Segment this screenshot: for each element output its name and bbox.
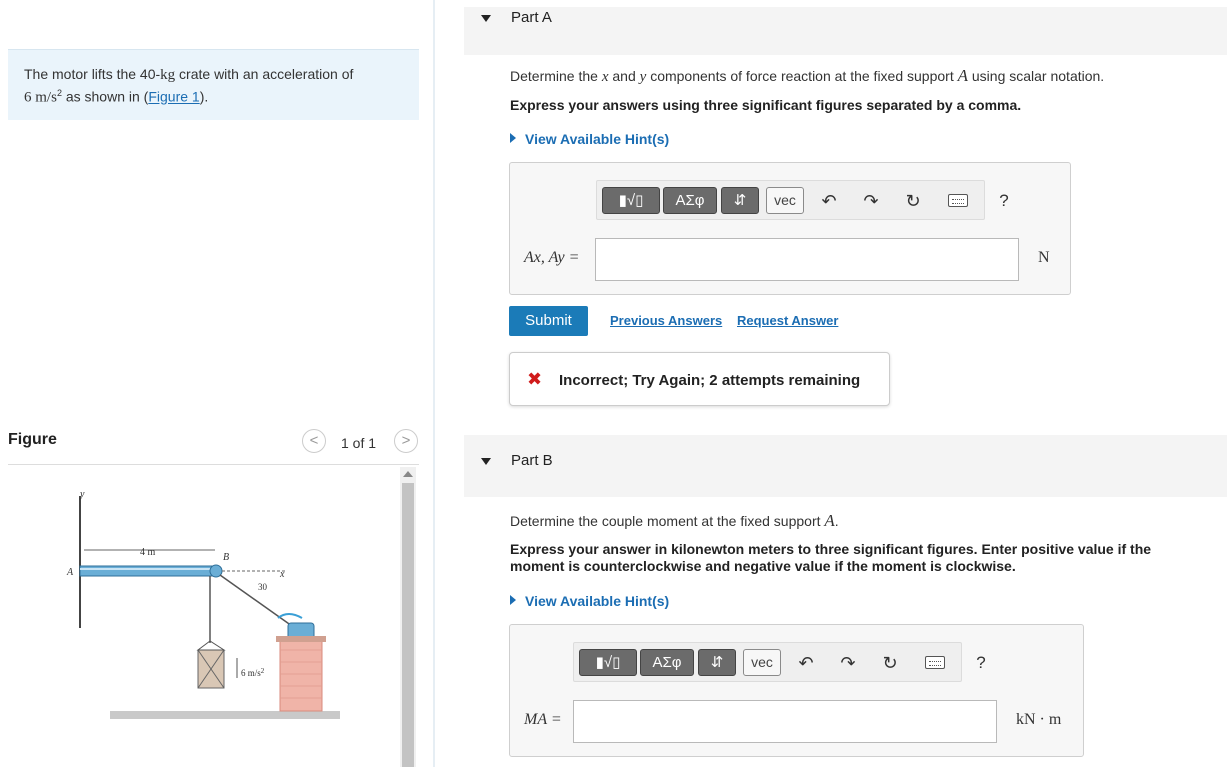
- undo-icon[interactable]: ↶: [798, 653, 814, 673]
- help-button[interactable]: ?: [999, 191, 1009, 210]
- figure-diagram: [40, 478, 340, 728]
- part-a-instruction: Express your answers using three significant figures separated by a comma.: [510, 97, 1022, 113]
- figure-header: [8, 428, 419, 464]
- redo-icon[interactable]: ↷: [840, 653, 856, 673]
- x-axis-label: x: [280, 569, 285, 580]
- templates-button[interactable]: ▮√▯: [579, 649, 637, 676]
- arrows-button[interactable]: ⇵: [698, 649, 736, 676]
- greek-button[interactable]: ΑΣφ: [640, 649, 694, 676]
- part-b-header[interactable]: [464, 435, 1227, 497]
- problem-text: as shown in (: [61, 88, 149, 105]
- redo-icon[interactable]: ↷: [863, 191, 879, 211]
- part-a-unit: N: [1038, 249, 1050, 266]
- templates-button[interactable]: ▮√▯: [602, 187, 660, 214]
- part-b-answer-input[interactable]: [573, 700, 997, 743]
- cable-to-motor: [220, 575, 292, 626]
- problem-statement: [8, 49, 419, 120]
- mass-unit: kg: [160, 67, 176, 83]
- vec-button[interactable]: vec: [743, 649, 781, 676]
- feedback-box: [509, 352, 890, 406]
- figure-divider: [8, 464, 419, 465]
- part-b-instruction: Express your answer in kilonewton meters to three significant figures. Enter positive value if the moment is counterclockwise and negative value if the moment is clockwise.: [510, 541, 1152, 574]
- acceleration-exponent: 2: [56, 88, 62, 98]
- submit-button[interactable]: Submit: [509, 306, 588, 336]
- problem-text: crate with an acceleration of: [175, 66, 354, 82]
- part-b-math-toolbar: [573, 642, 986, 682]
- previous-answers-link[interactable]: Previous Answers: [610, 313, 723, 328]
- part-a-answer-input[interactable]: [595, 238, 1019, 281]
- reset-icon[interactable]: ↻: [905, 191, 921, 211]
- collapse-triangle-icon[interactable]: [481, 458, 491, 465]
- part-a-math-toolbar: [596, 180, 1009, 220]
- part-a-question: Determine the x and y components of force reaction at the fixed support A using scalar notation.: [510, 66, 1105, 85]
- part-a-hint-link[interactable]: View Available Hint(s): [510, 131, 669, 147]
- greek-button[interactable]: ΑΣφ: [663, 187, 717, 214]
- arrows-button[interactable]: ⇵: [721, 187, 759, 214]
- part-b-question: Determine the couple moment at the fixed support A.: [510, 511, 839, 530]
- angle-label: 30: [258, 582, 267, 592]
- y-axis-label: y: [80, 489, 85, 500]
- feedback-message: Incorrect; Try Again; 2 attempts remaining: [559, 372, 861, 389]
- problem-text: The motor lifts the 40-: [24, 66, 161, 82]
- point-a-label: A: [67, 567, 74, 578]
- point-b-label: B: [223, 552, 230, 563]
- reset-icon[interactable]: ↻: [882, 653, 898, 673]
- chevron-right-icon[interactable]: >: [394, 429, 418, 453]
- keyboard-icon[interactable]: [948, 194, 968, 207]
- part-a-header[interactable]: [464, 7, 1227, 55]
- scroll-thumb[interactable]: [402, 483, 414, 767]
- part-b-hint-link[interactable]: View Available Hint(s): [510, 593, 669, 609]
- part-a-answer-box: [509, 162, 1071, 295]
- chevron-left-icon[interactable]: <: [302, 429, 326, 453]
- part-b-answer-label: MA =: [524, 711, 562, 728]
- ground: [110, 711, 340, 719]
- length-label: 4 m: [140, 547, 156, 558]
- part-b-unit: kN · m: [1016, 711, 1062, 728]
- pager-count: 1 of 1: [341, 435, 377, 451]
- collapse-triangle-icon[interactable]: [481, 15, 491, 22]
- figure-title: Figure: [8, 431, 57, 448]
- acceleration-value: 6 m/s: [24, 89, 57, 106]
- request-answer-link[interactable]: Request Answer: [737, 313, 839, 328]
- part-b-answer-box: [509, 624, 1084, 757]
- x-mark-icon: ✖: [527, 369, 543, 389]
- caret-right-icon: [510, 133, 516, 143]
- left-panel: [0, 0, 430, 767]
- part-a-answer-label: Ax, Ay =: [524, 249, 580, 266]
- panel-divider: [433, 0, 435, 767]
- acceleration-label: 6 $m/s^2$: [241, 667, 265, 678]
- figure-scrollbar[interactable]: [400, 467, 416, 767]
- undo-icon[interactable]: ↶: [821, 191, 837, 211]
- problem-text: ).: [199, 88, 209, 105]
- part-a-title: Part A: [511, 9, 552, 26]
- beam: [80, 566, 218, 576]
- figure-link[interactable]: Figure 1: [148, 88, 200, 105]
- part-b-title: Part B: [511, 452, 553, 469]
- vec-button[interactable]: vec: [766, 187, 804, 214]
- scroll-up-icon[interactable]: [403, 471, 413, 477]
- rotation-arrow: [278, 614, 302, 618]
- keyboard-icon[interactable]: [925, 656, 945, 669]
- caret-right-icon: [510, 595, 516, 605]
- help-button[interactable]: ?: [976, 653, 986, 672]
